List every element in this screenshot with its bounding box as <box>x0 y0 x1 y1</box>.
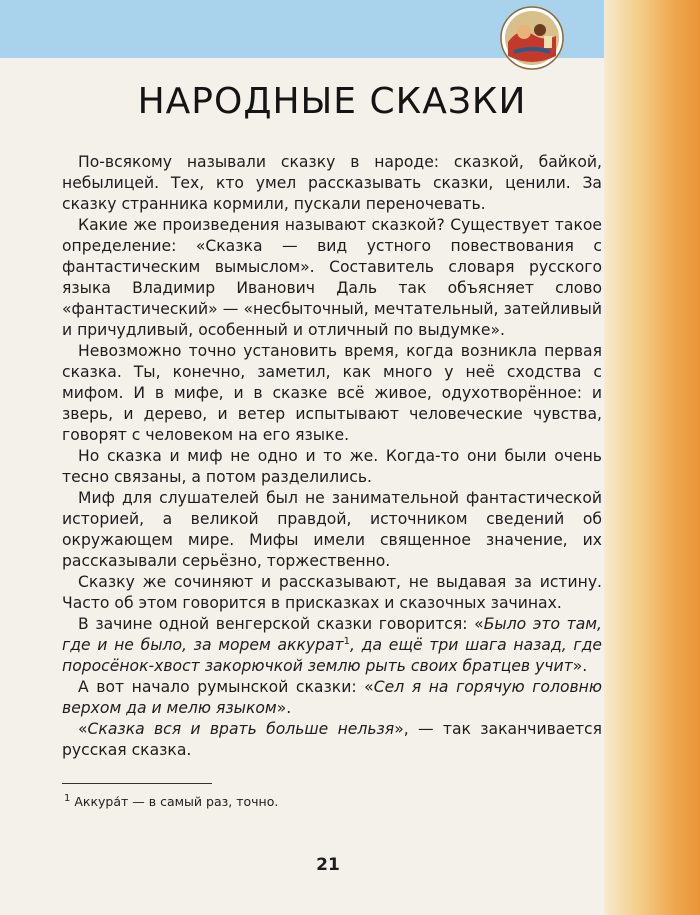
footnote <box>64 790 602 811</box>
romanian-tale-quote: Сел я на горячую головню верхом да и мелю языком <box>62 678 602 717</box>
footnote-mark: 1 <box>343 635 351 647</box>
paragraph-8-end: ». <box>276 699 292 717</box>
page-edge-gradient <box>604 0 700 915</box>
paragraph-7-end: ». <box>572 657 588 675</box>
paragraph-9-end: », — так заканчивается русская сказка. <box>62 720 603 759</box>
fairy-tale-emblem-icon <box>500 6 564 70</box>
paragraph-5: Миф для слушателей был не занимательной фантастической историей, а великой правдой, источником сведений об окружающем мире. Мифы имели священное значение, их рассказывали серьёзно, торжественно. <box>62 489 602 570</box>
footnote-text: Аккура́т — в самый раз, точно. <box>74 794 279 810</box>
page-title: НАРОДНЫЕ СКАЗКИ <box>137 81 527 122</box>
paragraph-2: Какие же произведения называют сказкой? Существует такое определение: «Сказка — вид устного повествования с фантастическим вымыслом». Составитель словаря русского языка Владимир Иванович Даль так объясняет слово «фантастический» — «несбыточный, мечтательный, затейливый и причудливый, особенный и отличный по выдумке». <box>62 216 602 339</box>
paragraph-8 <box>62 677 602 719</box>
paragraph-4: Но сказка и миф не одно и то же. Когда-то они были очень тесно связаны, а потом разделились. <box>62 447 602 486</box>
page-content <box>62 80 602 811</box>
paragraph-9 <box>62 719 602 761</box>
paragraph-3: Невозможно точно установить время, когда возникла первая сказка. Ты, конечно, заметил, как много у неё сходства с мифом. И в мифе, и в сказке всё живое, одухотворённое: и зверь, и дерево, и ветер испытывают человеческие чувства, говорят с человеком на его языке. <box>62 342 602 444</box>
article-body <box>62 152 602 761</box>
paragraph-8-intro: А вот начало румынской сказки: « <box>78 678 374 696</box>
russian-tale-quote: Сказка вся и врать больше нельзя <box>87 720 395 738</box>
footnote-divider <box>62 783 212 784</box>
hungarian-tale-quote: Было это там, где и не было, за морем аккурат <box>62 615 602 654</box>
paragraph-9-open: « <box>78 720 88 738</box>
paragraph-1: По-всякому называли сказку в народе: сказкой, байкой, небылицей. Тех, кто умел рассказывать сказки, ценили. За сказку странника кормили, пускали переночевать. <box>62 153 602 213</box>
footnote-number: 1 <box>64 793 71 804</box>
hungarian-tale-quote-cont: , да ещё три шага назад, где поросёнок-хвост закорючкой землю рыть своих братцев учит <box>62 636 602 675</box>
paragraph-7-intro: В зачине одной венгерской сказки говорится: « <box>78 615 484 633</box>
page-number: 21 <box>316 855 340 875</box>
paragraph-6: Сказку же сочиняют и рассказывают, не выдавая за истину. Часто об этом говорится в присказках и сказочных зачинах. <box>62 573 602 612</box>
paragraph-7 <box>62 614 602 677</box>
